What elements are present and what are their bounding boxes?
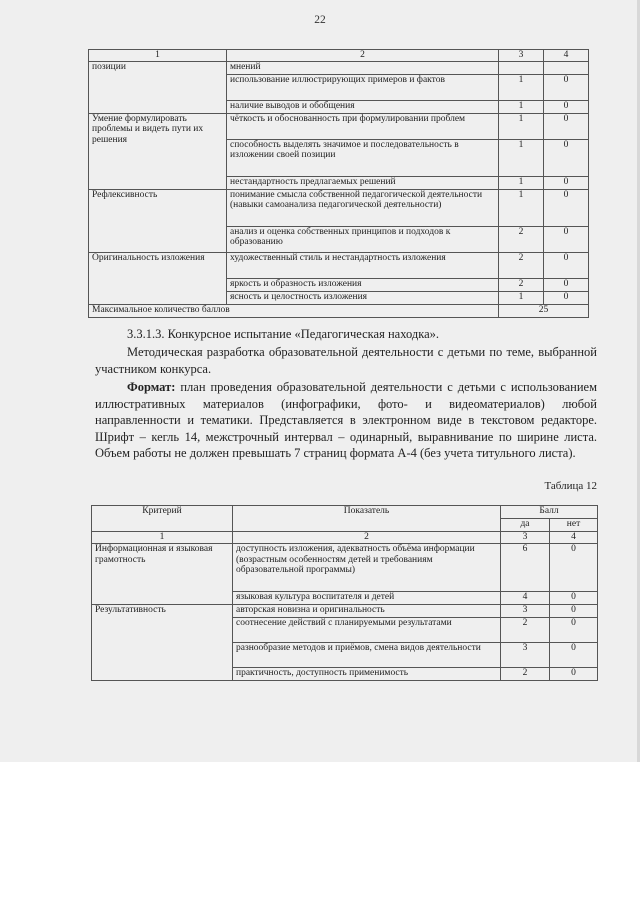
indicator-cell: способность выделять значимое и последовательность в изложении своей позиции [227,139,499,176]
no-cell: 0 [550,668,598,681]
no-cell: 0 [544,189,589,226]
yes-cell: 6 [501,544,550,592]
no-cell: 0 [544,113,589,139]
indicator-cell: практичность, доступность применимость [233,668,501,681]
paragraph-description [95,344,597,377]
no-cell: 0 [550,618,598,643]
score-header: Балл [501,506,598,519]
yes-cell [499,61,544,74]
table-row [89,113,589,139]
max-score-label: Максимальное количество баллов [89,304,499,317]
criterion-cell: Оригинальность изложения [89,252,227,304]
indicator-cell: чёткость и обоснованность при формулировании проблем [227,113,499,139]
no-header: нет [550,519,598,532]
yes-cell: 2 [501,668,550,681]
header-cell: 1 [89,50,227,62]
indicator-cell: доступность изложения, адекватность объёма информации (возрастным особенностям детей и требованиям образовательной программы) [233,544,501,592]
indicator-cell: мнений [227,61,499,74]
no-cell: 0 [550,592,598,605]
table-row [92,605,598,618]
no-cell: 0 [544,278,589,291]
no-cell: 0 [544,176,589,189]
yes-cell: 3 [501,605,550,618]
indicator-cell: наличие выводов и обобщения [227,100,499,113]
criterion-cell: позиции [89,61,227,113]
table-total-row [89,304,589,317]
table-caption: Таблица 12 [544,480,597,492]
yes-cell: 4 [501,592,550,605]
table-number-row [92,532,598,544]
no-cell: 0 [544,252,589,278]
yes-cell: 2 [499,278,544,291]
paragraph-text: Методическая разработка образовательной деятельности с детьми по теме, выбранной участником конкурса. [95,345,597,376]
indicator-cell: соотнесение действий с планируемыми результатами [233,618,501,643]
table-row [89,189,589,226]
indicator-cell: использование иллюстрирующих примеров и фактов [227,74,499,100]
no-cell: 0 [544,226,589,252]
number-cell: 3 [501,532,550,544]
indicator-cell: яркость и образность изложения [227,278,499,291]
table-row [92,544,598,592]
no-cell: 0 [544,291,589,304]
max-score-value: 25 [499,304,589,317]
criterion-cell: Умение формулировать проблемы и видеть пути их решения [89,113,227,189]
indicator-cell: нестандартность предлагаемых решений [227,176,499,189]
page-number: 22 [314,14,326,26]
header-cell: 3 [499,50,544,62]
indicator-cell: авторская новизна и оригинальность [233,605,501,618]
indicator-cell: ясность и целостность изложения [227,291,499,304]
yes-cell: 2 [499,226,544,252]
yes-cell: 1 [499,176,544,189]
yes-cell: 1 [499,189,544,226]
no-cell: 0 [544,139,589,176]
yes-cell: 3 [501,643,550,668]
indicator-cell: понимание смысла собственной педагогической деятельности (навыки самоанализа педагогической деятельности) [227,189,499,226]
criterion-cell: Информационная и языковая грамотность [92,544,233,605]
number-cell: 1 [92,532,233,544]
section-title: 3.3.1.3. Конкурсное испытание «Педагогическая находка». [127,327,440,341]
yes-cell: 1 [499,100,544,113]
no-cell: 0 [544,74,589,100]
header-cell: 2 [227,50,499,62]
indicator-header: Показатель [233,506,501,532]
paragraph-format [95,379,597,462]
yes-header: да [501,519,550,532]
no-cell: 0 [550,544,598,592]
indicator-cell: разнообразие методов и приёмов, смена видов деятельности [233,643,501,668]
number-cell: 4 [550,532,598,544]
number-cell: 2 [233,532,501,544]
no-cell [544,61,589,74]
table-header-row [92,506,598,519]
criteria-table-12 [91,505,598,681]
no-cell: 0 [550,605,598,618]
yes-cell: 1 [499,113,544,139]
criteria-table-continued [88,49,589,318]
yes-cell: 1 [499,139,544,176]
yes-cell: 1 [499,291,544,304]
yes-cell: 2 [499,252,544,278]
indicator-cell: анализ и оценка собственных принципов и подходов к образованию [227,226,499,252]
criterion-cell: Рефлексивность [89,189,227,252]
table-row [89,252,589,278]
table-row [89,61,589,74]
indicator-cell: художественный стиль и нестандартность изложения [227,252,499,278]
criterion-header: Критерий [92,506,233,532]
no-cell: 0 [544,100,589,113]
header-cell: 4 [544,50,589,62]
table-header-row [89,50,589,62]
yes-cell: 1 [499,74,544,100]
paragraph-text: план проведения образовательной деятельности с детьми с использованием иллюстративных материалов (инфографики, фото- и видеоматериалов) любой направленности и тематики. Представляется в электронном виде в текстовом редакторе. Шрифт – кегль 14, межстрочный интервал – одинарный, выравнивание по ширине листа. Объем работы не должен превышать 7 страниц формата А-4 (без учета титульного листа). [95,380,598,460]
criterion-cell: Результативность [92,605,233,681]
yes-cell: 2 [501,618,550,643]
no-cell: 0 [550,643,598,668]
indicator-cell: языковая культура воспитателя и детей [233,592,501,605]
format-label: Формат: [127,380,176,394]
